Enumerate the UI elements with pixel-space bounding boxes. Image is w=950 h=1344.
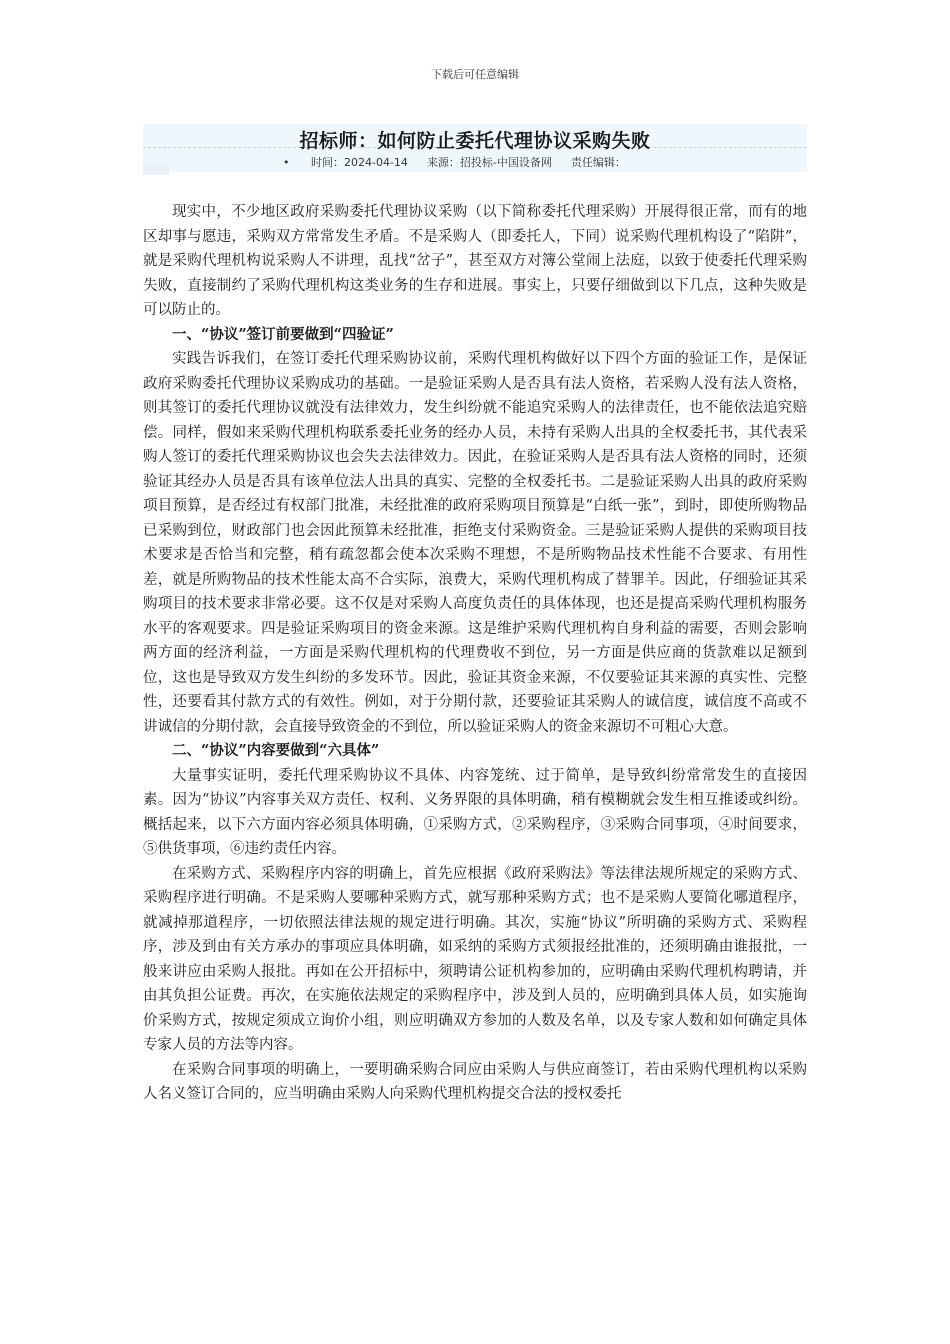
paragraph-contract-matters: 在采购合同事项的明确上，一要明确采购合同应由采购人与供应商签订，若由采购代理机构以采购人名义签订合同的，应当明确由采购人向采购代理机构提交合法的授权委托 bbox=[143, 1061, 807, 1102]
download-note: 下载后可任意编辑 bbox=[431, 68, 519, 81]
meta-time: 时间：2024-04-14 bbox=[311, 156, 408, 169]
article-title: 招标师：如何防止委托代理协议采购失败 bbox=[299, 130, 651, 152]
meta-editor: 责任编辑： bbox=[570, 156, 626, 169]
paragraph-four-verifications: 实践告诉我们，在签订委托代理采购协议前，采购代理机构做好以下四个方面的验证工作，是保证政府采购委托代理协议采购成功的基础。一是验证采购人是否具有法人资格，若采购人没有法人资格，则其签订的委托代理协议就没有法律效力，发生纠纷就不能追究采购人的法律责任，也不能依法追究赔偿。同样，假如来采购代理机构联系委托业务的经办人员，未持有采购人出具的全权委托书，其代表采购人签订的委托代理采购协议也会失去法律效力。因此，在验证采购人是否具有法人资格的同时，还须验证其经办人员是否具有该单位法人出具的真实、完整的全权委托书。二是验证采购人出具的政府采购项目预算，是否经过有权部门批准，未经批准的政府采购项目预算是“白纸一张”，到时，即使所购物品已采购到位，财政部门也会因此预算未经批准，拒绝支付采购资金。三是验证采购人提供的采购项目技术要求是否恰当和完整，稍有疏忽都会使本次采购不理想，不是所购物品技术性能不合要求、有用性差，就是所购物品的技术性能太高不合实际，浪费大，采购代理机构成了替罪羊。因此，仔细验证其采购项目的技术要求非常必要。这不仅是对采购人高度负责任的具体体现，也还是提高采购代理机构服务水平的客观要求。四是验证采购项目的资金来源。这是维护采购代理机构自身利益的需要，否则会影响两方面的经济利益，一方面是采购代理机构的代理费收不到位，另一方面是供应商的货款难以足额到位，这也是导致双方发生纠纷的多发环节。因此，验证其资金来源，不仅要验证其来源的真实性、完整性，还要看其付款方式的有效性。例如，对于分期付款，还要验证其采购人的诚信度，诚信度不高或不讲诚信的分期付款，会直接导致资金的不到位，所以验证采购人的资金来源切不可粗心大意。 bbox=[143, 351, 807, 735]
meta-source: 来源：招投标-中国设备网 bbox=[426, 156, 552, 169]
paragraph-intro: 现实中，不少地区政府采购委托代理协议采购（以下简称委托代理采购）开展得很正常，而有的地区却事与愿违，采购双方常常发生矛盾。不是采购人（即委托人，下同）说采购代理机构设了“陷阱”，就是采购代理机构说采购人不讲理，乱找“岔子”，甚至双方对簿公堂闹上法庭，以致于使委托代理采购失败，直接制约了采购代理机构这类业务的生存和进展。事实上，只要仔细做到以下几点，这种失败是可以防止的。 bbox=[143, 204, 807, 318]
meta-bullet: • bbox=[283, 156, 290, 169]
section-heading-1: 一、“协议”签订前要做到“四验证” bbox=[172, 325, 394, 343]
header-marker bbox=[143, 163, 169, 175]
article-body bbox=[143, 200, 807, 1107]
paragraph-six-specifics: 大量事实证明，委托代理采购协议不具体、内容笼统、过于简单，是导致纠纷常常发生的直接因素。因为“协议”内容事关双方责任、权利、义务界限的具体明确，稍有模糊就会发生相互推诿或纠纷。概括起来，以下六方面内容必须具体明确，①采购方式，②采购程序，③采购合同事项，④时间要求，⑤供货事项，⑥违约责任内容。 bbox=[143, 767, 807, 857]
section-heading-2: 二、“协议”内容要做到“六具体” bbox=[172, 742, 380, 759]
article-meta bbox=[283, 154, 626, 170]
paragraph-procurement-method: 在采购方式、采购程序内容的明确上，首先应根据《政府采购法》等法律法规所规定的采购方式、采购程序进行明确。不是采购人要哪种采购方式，就写那种采购方式；也不是采购人要简化哪道程序，就减掉那道程序，一切依照法律法规的规定进行明确。其次，实施“协议”所明确的采购方式、采购程序，涉及到由有关方承办的事项应具体明确，如采纳的采购方式须报经批准的，还须明确由谁报批，一般来讲应由采购人报批。再如在公开招标中，须聘请公证机构参加的，应明确由采购代理机构聘请，并由其负担公证费。再次，在实施依法规定的采购程序中，涉及到人员的，应明确到具体人员，如实施询价采购方式，按规定须成立询价小组，则应明确双方参加的人数及名单，以及专家人数和如何确定具体专家人员的方法等内容。 bbox=[143, 865, 807, 1053]
